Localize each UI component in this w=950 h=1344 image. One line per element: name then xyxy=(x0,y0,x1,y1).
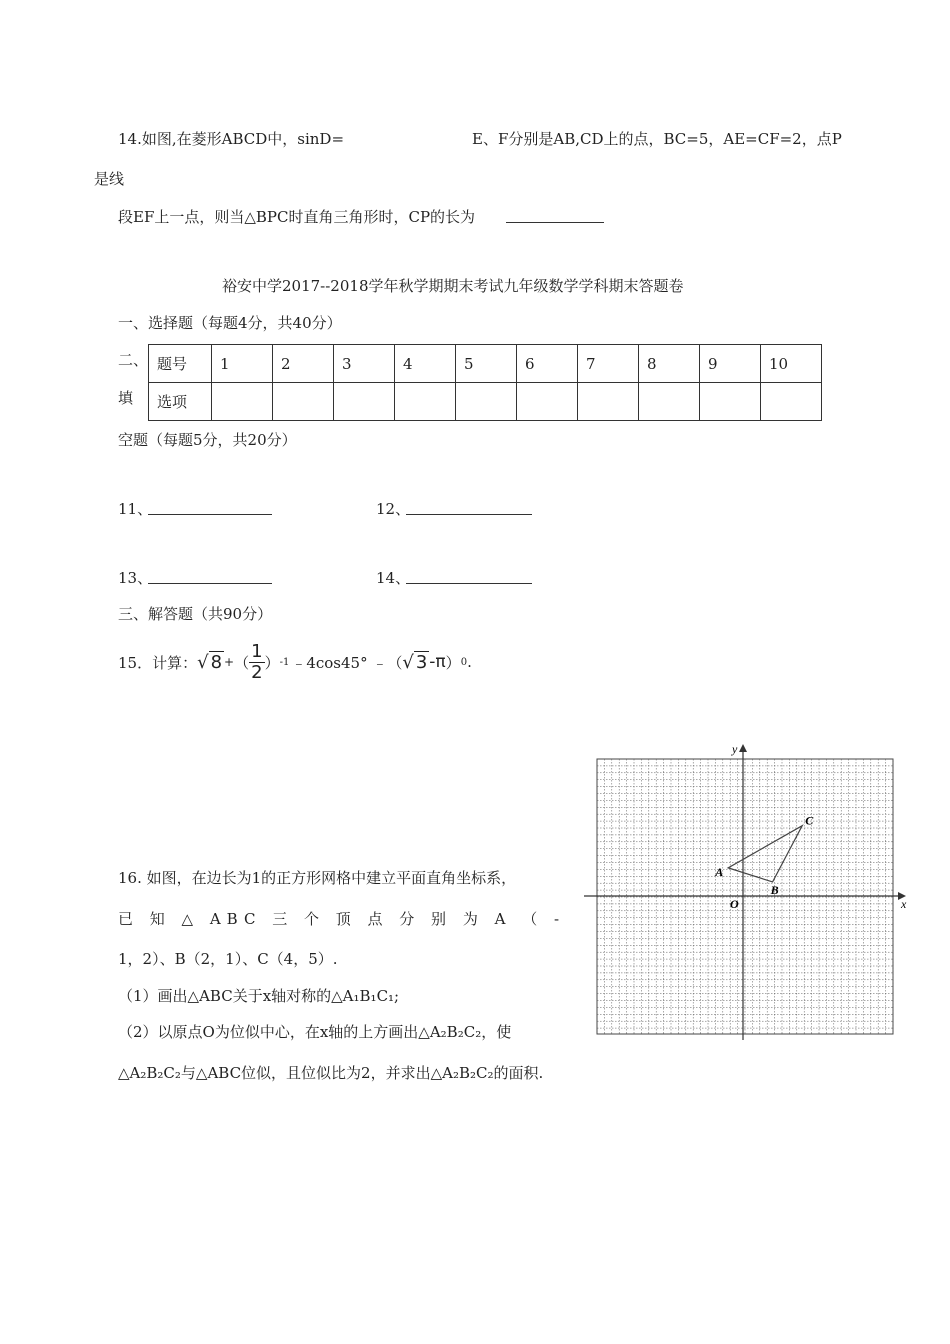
sheet-title: 裕安中学2017--2018学年秋学期期末考试九年级数学学科期末答题卷 xyxy=(222,277,684,295)
q-number-8: 8 xyxy=(639,345,700,383)
section1-heading: 一、选择题（每题4分，共40分） xyxy=(118,314,342,332)
q14-line1-b: E、F分别是AB,CD上的点，BC=5，AE=CF=2，点P xyxy=(472,130,842,148)
q-number-5: 5 xyxy=(456,345,517,383)
answer-cell[interactable] xyxy=(456,383,517,421)
blank-11-label: 11、 xyxy=(118,500,153,518)
q16-line2: 已 知 △ ABC 三 个 顶 点 分 别 为 A （ - xyxy=(118,910,566,928)
q15-expression xyxy=(118,640,472,684)
q16-line6: △A₂B₂C₂与△ABC位似，且位似比为2，并求出△A₂B₂C₂的面积. xyxy=(118,1064,544,1082)
q15-paren-close: ） xyxy=(264,653,280,672)
q-number-4: 4 xyxy=(395,345,456,383)
blank-13-label: 13、 xyxy=(118,569,153,587)
q15-exponent-neg1: -1 xyxy=(279,656,290,668)
sqrt-8: √ 8 xyxy=(197,651,223,673)
q16-line3: 1，2）、B（2，1）、C（4，5）. xyxy=(118,950,338,968)
answer-cell[interactable] xyxy=(273,383,334,421)
q-number-3: 3 xyxy=(334,345,395,383)
q15-exponent-0: 0 xyxy=(460,656,468,668)
q-number-6: 6 xyxy=(517,345,578,383)
answer-cell[interactable] xyxy=(395,383,456,421)
answer-cell[interactable] xyxy=(212,383,273,421)
section2-rest: 空题（每题5分，共20分） xyxy=(118,431,297,449)
vertex-a-label: A xyxy=(715,864,724,879)
sqrt-8-radicand: 8 xyxy=(210,651,223,673)
blank-12-label: 12、 xyxy=(376,500,411,518)
q14-line1-a: 14.如图,在菱形ABCD中，sinD= xyxy=(118,130,345,148)
sqrt-3-radicand: 3 xyxy=(415,651,428,673)
section2-prefix-a: 二、 xyxy=(118,351,149,369)
coordinate-grid-figure xyxy=(580,740,920,1050)
fraction-one-half xyxy=(249,642,264,683)
answer-table-row-options xyxy=(149,383,822,421)
y-axis-label: y xyxy=(732,742,738,756)
q15-end: ） xyxy=(445,653,461,672)
vertex-c-label: C xyxy=(805,813,814,828)
vertex-b-label: B xyxy=(770,882,779,897)
section2-prefix-b: 填 xyxy=(118,389,134,407)
answer-cell[interactable] xyxy=(700,383,761,421)
fraction-denominator: 2 xyxy=(251,661,263,683)
answer-cell[interactable] xyxy=(334,383,395,421)
answer-cell[interactable] xyxy=(578,383,639,421)
fraction-numerator: 1 xyxy=(251,640,263,662)
q15-period: . xyxy=(467,653,472,671)
blank-12-line[interactable] xyxy=(406,514,532,515)
section3-heading: 三、解答题（共90分） xyxy=(118,605,273,623)
q-number-7: 7 xyxy=(578,345,639,383)
q15-middle: ﹣4cos45° ﹣（ xyxy=(291,653,403,672)
q-number-1: 1 xyxy=(212,345,273,383)
origin-label: O xyxy=(730,897,739,911)
blank-13-line[interactable] xyxy=(148,583,272,584)
y-axis-arrow-icon xyxy=(739,744,747,752)
q14-line3: 段EF上一点，则当△BPC时直角三角形时，CP的长为 xyxy=(118,208,476,226)
q14-answer-blank[interactable] xyxy=(506,222,604,223)
sqrt-3: √ 3 xyxy=(402,651,428,673)
q-number-10: 10 xyxy=(761,345,822,383)
q15-paren-open: （ xyxy=(234,653,250,672)
answer-cell[interactable] xyxy=(761,383,822,421)
row-label-number: 题号 xyxy=(149,345,212,383)
blank-11-line[interactable] xyxy=(148,514,272,515)
q14-line2: 是线 xyxy=(94,170,125,188)
x-axis-label: x xyxy=(901,897,907,911)
blank-14-label: 14、 xyxy=(376,569,411,587)
q-number-2: 2 xyxy=(273,345,334,383)
answer-table xyxy=(148,344,822,421)
answer-cell[interactable] xyxy=(639,383,700,421)
q16-line4: （1）画出△ABC关于x轴对称的△A₁B₁C₁; xyxy=(118,987,400,1005)
q15-plus: + xyxy=(224,655,235,669)
answer-table-row-numbers xyxy=(149,345,822,383)
answer-cell[interactable] xyxy=(517,383,578,421)
q16-line5: （2）以原点O为位似中心，在x轴的上方画出△A₂B₂C₂，使 xyxy=(118,1023,512,1041)
q15-prefix: 15．计算： xyxy=(118,653,198,672)
q16-line1: 16. 如图，在边长为1的正方形网格中建立平面直角坐标系， xyxy=(118,869,517,887)
row-label-option: 选项 xyxy=(149,383,212,421)
blank-14-line[interactable] xyxy=(406,583,532,584)
q15-minus-pi: -π xyxy=(429,652,446,672)
q-number-9: 9 xyxy=(700,345,761,383)
